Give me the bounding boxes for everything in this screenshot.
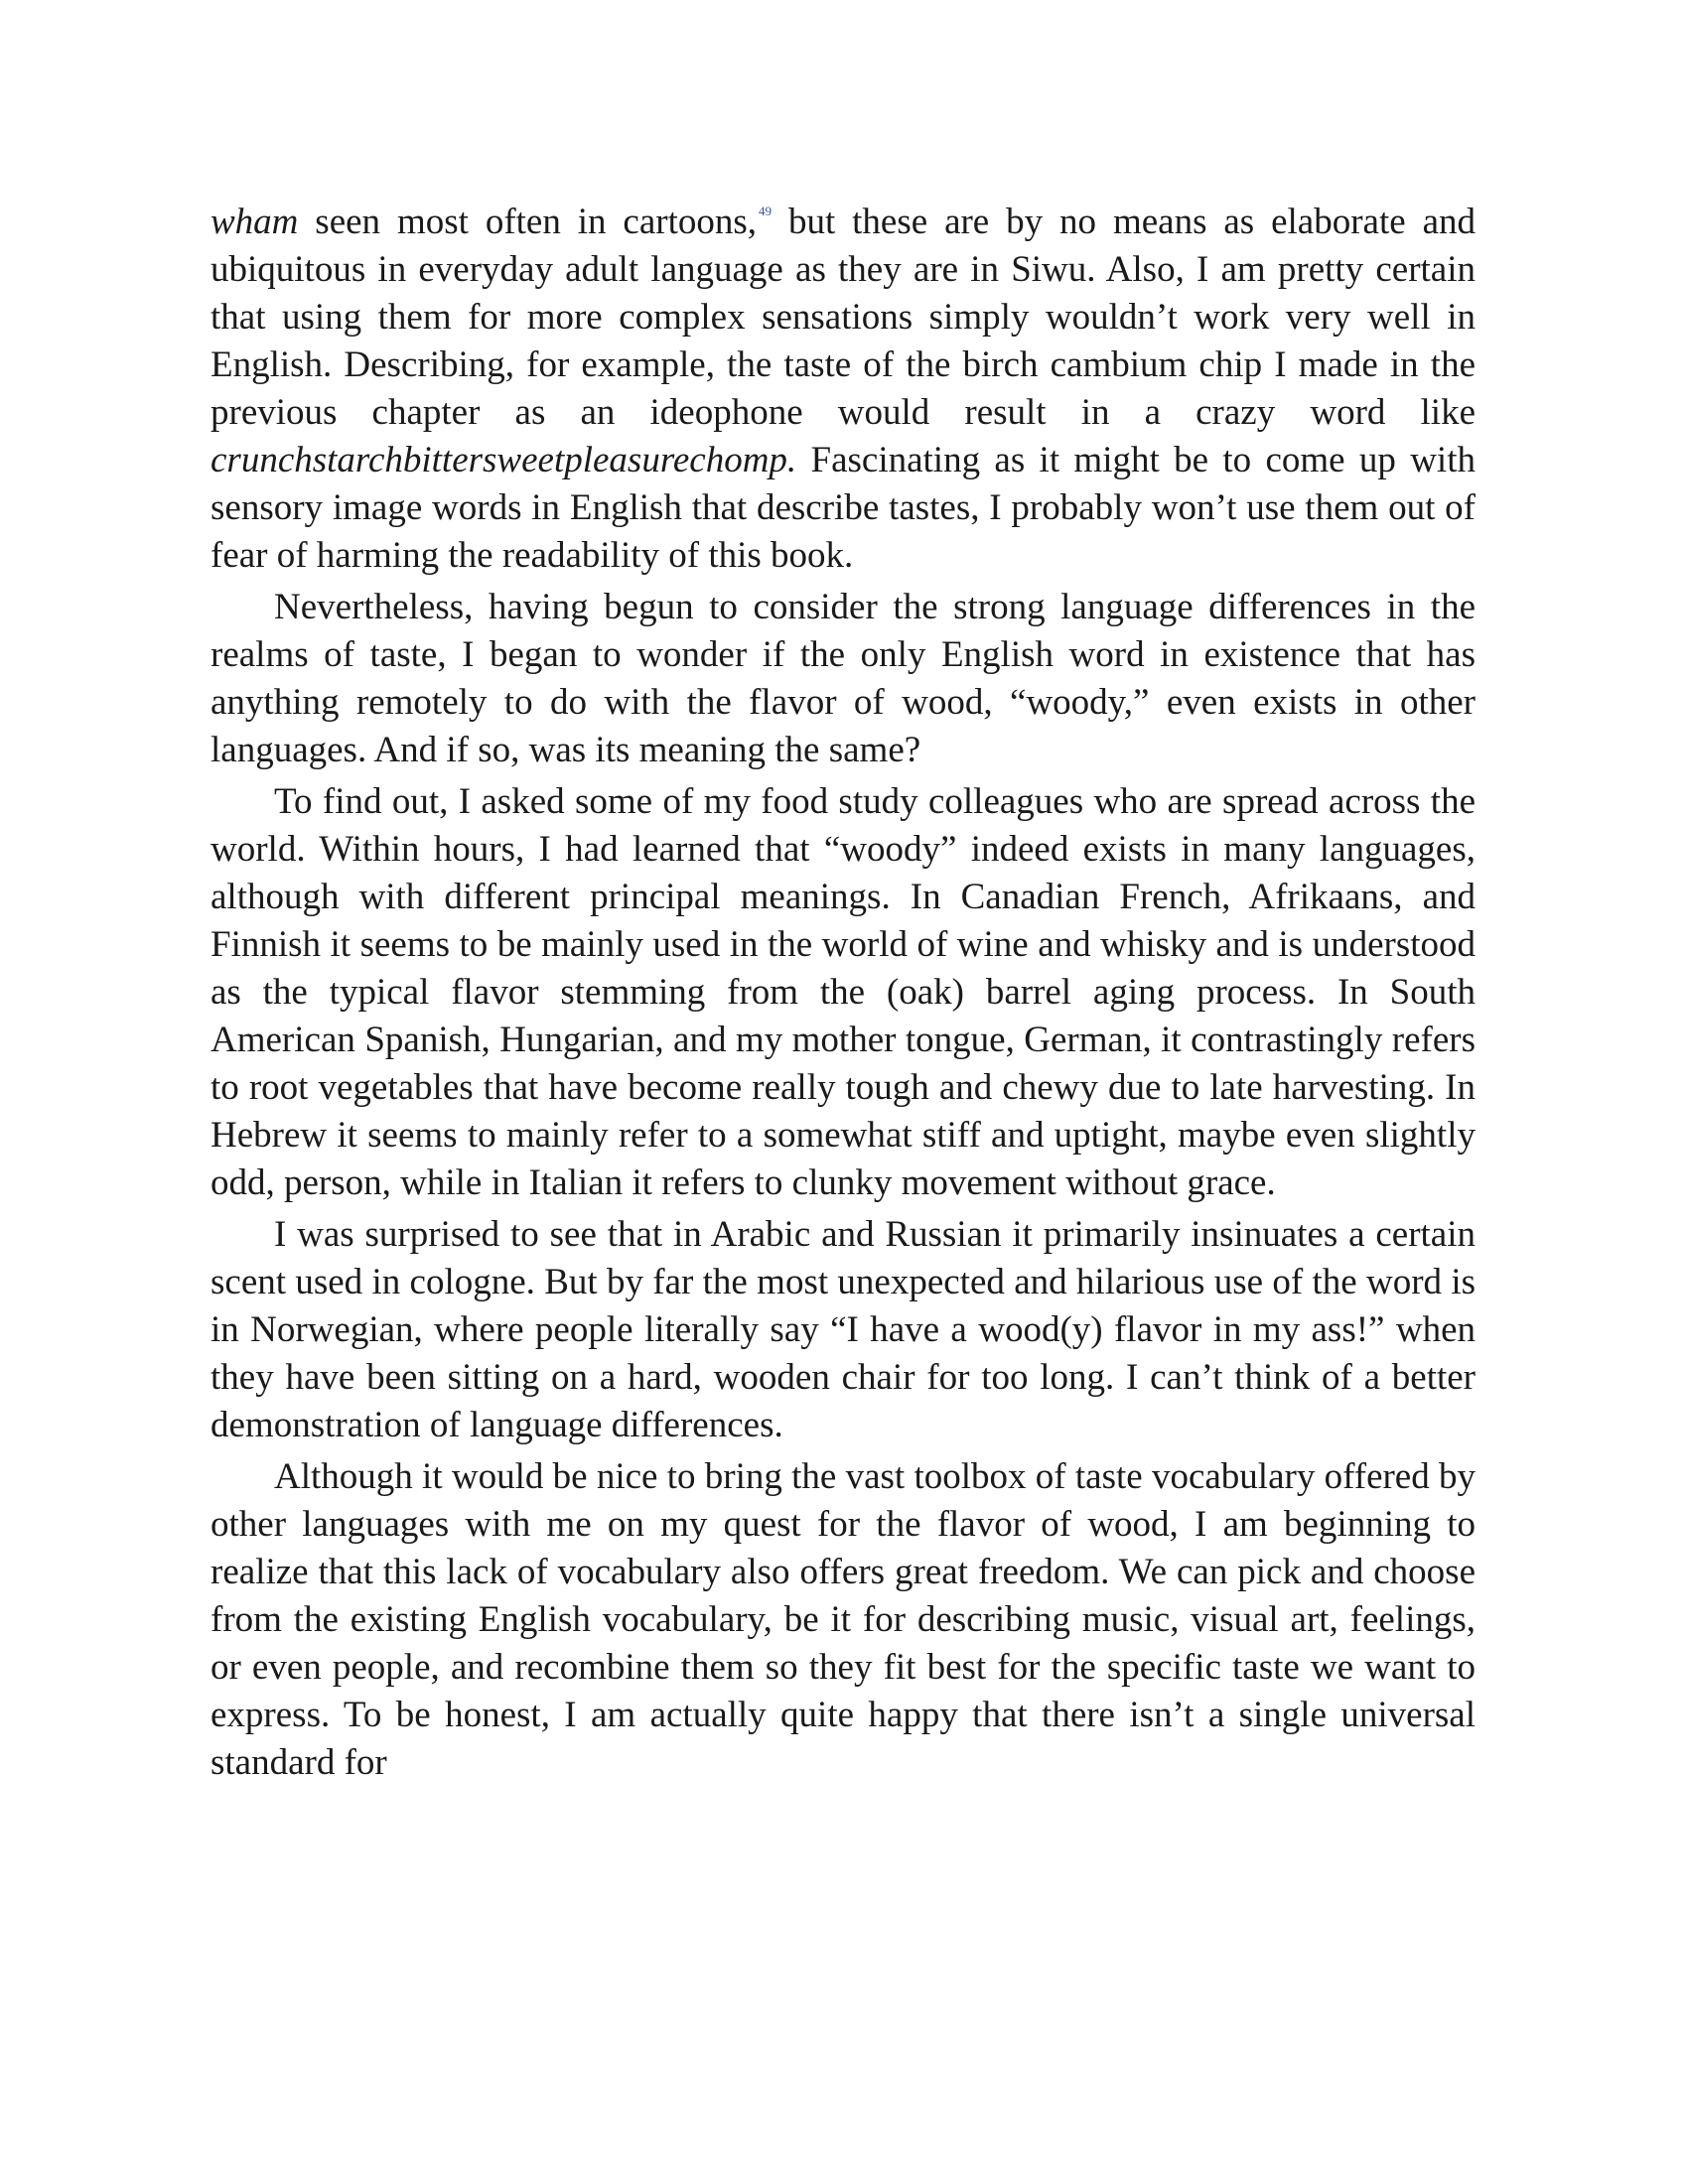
paragraph-text: Fascinating as it might be to come up with sensory image words in English that describe tastes, I probably won’t use them out of fear of harming the readability of this book. — [211, 440, 1476, 576]
paragraph-3 — [211, 778, 1476, 1207]
paragraph-2 — [211, 584, 1476, 774]
paragraph-text: but these are by no means as elaborate and ubiquitous in everyday adult language as they are in Siwu. Also, I am pretty certain that using them for more complex sensations simply wouldn’t work very well in English. Describing, for example, the taste of the birch cambium chip I made in the previous chapter as an ideophone would result in a crazy word like — [211, 202, 1476, 433]
paragraph-5 — [211, 1453, 1476, 1787]
paragraph-4 — [211, 1211, 1476, 1449]
footnote-reference[interactable]: 49 — [759, 204, 773, 218]
italic-term: crunchstarchbittersweetpleasurechomp. — [211, 440, 797, 480]
paragraph-text: Although it would be nice to bring the vast toolbox of taste vocabulary offered by other languages with me on my quest for the flavor of wood, I am beginning to realize that this lack of vocabulary also offers great freedom. We can pick and choose from the existing English vocabulary, be it for describing music, visual art, feelings, or even people, and recombine them so they fit best for the specific taste we want to express. To be honest, I am actually quite happy that there isn’t a single universal standard for — [211, 1456, 1476, 1783]
page-body — [211, 199, 1476, 1791]
paragraph-text: seen most often in cartoons, — [298, 202, 758, 242]
paragraph-text: Nevertheless, having begun to consider the strong language differences in the realms of taste, I began to wonder if the only English word in existence that has anything remotely to do with the flavor of wood, “woody,” even exists in other languages. And if so, was its meaning the same? — [211, 587, 1476, 770]
paragraph-text: I was surprised to see that in Arabic and Russian it primarily insinuates a certain scent used in cologne. But by far the most unexpected and hilarious use of the word is in Norwegian, where people literally say “I have a wood(y) flavor in my ass!” when they have been sitting on a hard, wooden chair for too long. I can’t think of a better demonstration of language differences. — [211, 1214, 1476, 1445]
paragraph-text: To find out, I asked some of my food study colleagues who are spread across the world. Within hours, I had learned that “woody” indeed exists in many languages, although with different principal meanings. In Canadian French, Afrikaans, and Finnish it seems to be mainly used in the world of wine and whisky and is understood as the typical flavor stemming from the (oak) barrel aging process. In South American Spanish, Hungarian, and my mother tongue, German, it contrastingly refers to root vegetables that have become really tough and chewy due to late harvesting. In Hebrew it seems to mainly refer to a somewhat stiff and uptight, maybe even slightly odd, person, while in Italian it refers to clunky movement without grace. — [211, 781, 1476, 1203]
italic-term: wham — [211, 202, 299, 242]
paragraph-1 — [211, 199, 1476, 580]
